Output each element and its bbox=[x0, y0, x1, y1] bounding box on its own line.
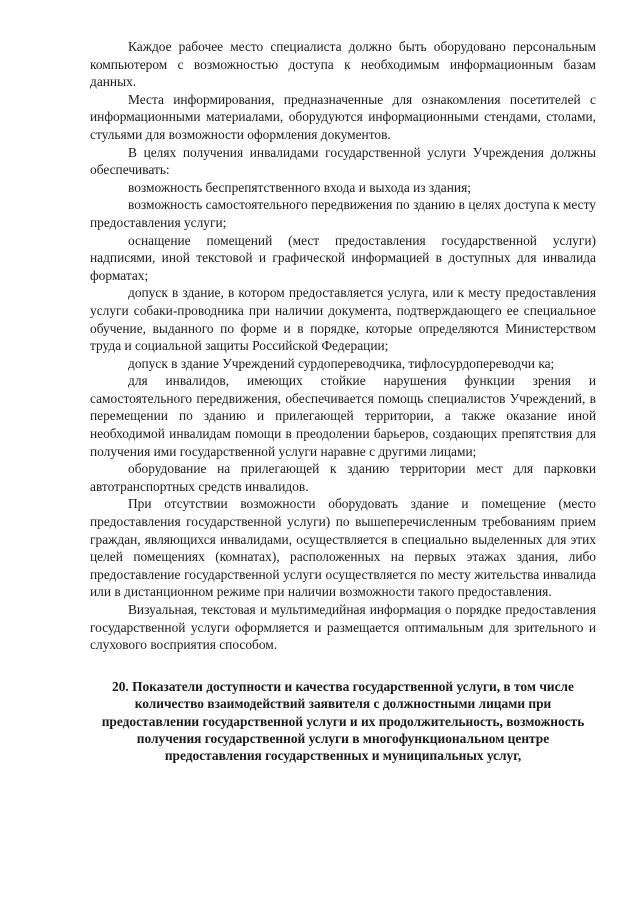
paragraph-workstation: Каждое рабочее место специалиста должно быть оборудовано персональным компьютером с возможностью доступа к необходимым информационным базам данных. bbox=[90, 39, 596, 90]
list-item-guide-dog: допуск в здание, в котором предоставляется услуга, или к месту предоставления услуги собаки-проводника при наличии документа, подтверждающего ее специальное обучение, выданного по форме и в порядке, которые определяются Министерством труда и социальной защиты Российской Федерации; bbox=[90, 285, 596, 354]
list-item-assistance: для инвалидов, имеющих стойкие нарушения функции зрения и самостоятельного передвижения, обеспечивается помощь специалистов Учреждений, в перемещении по зданию и прилегающей территории, а также оказание иной необходимой инвалидам помощи в преодолении барьеров, создающих препятствия для получения ими государственной услуги наравне с другими лицами; bbox=[90, 373, 596, 459]
list-item-sign-interpreter: допуск в здание Учреждений сурдопереводчика, тифлосурдопереводчи ка; bbox=[128, 355, 555, 371]
paragraph-visual-info: Визуальная, текстовая и мультимедийная информация о порядке предоставления государственной услуги оформляется и размещается оптимальным для зрительного и слухового восприятия способом. bbox=[90, 602, 596, 653]
document-page bbox=[90, 38, 596, 765]
paragraph-no-possibility: При отсутствии возможности оборудовать здание и помещение (место предоставления государственной услуги) по вышеперечисленным требованиям прием граждан, являющихся инвалидами, осуществляется в специально выделенных для этих целей помещениях (комнатах), расположенных на первых этажах здания, либо предоставление государственной услуги осуществляется по месту жительства инвалида или в дистанционном режиме при наличии возможности такого предоставления. bbox=[90, 496, 596, 600]
paragraph-disabled-intro: В целях получения инвалидами государственной услуги Учреждения должны обеспечивать: bbox=[90, 144, 596, 178]
list-item-entry-exit: возможность беспрепятственного входа и выхода из здания; bbox=[128, 179, 471, 195]
list-item-signage: оснащение помещений (мест предоставления государственной услуги) надписями, иной текстовой и графической информацией в доступных для инвалида форматах; bbox=[90, 232, 596, 283]
paragraph-info-places: Места информирования, предназначенные для ознакомления посетителей с информационными материалами, оборудуются информационными стендами, столами, стульями для возможности оформления документов. bbox=[90, 91, 596, 142]
list-item-parking: оборудование на прилегающей к зданию территории мест для парковки автотранспортных средств инвалидов. bbox=[90, 461, 596, 494]
section-heading-20: 20. Показатели доступности и качества государственной услуги, в том числе количество взаимодействий заявителя с должностными лицами при предоставлении государственной услуги и их продолжительность, возможность получения государственной услуги в многофункциональном центре предоставления государственных и муниципальных услуг, bbox=[101, 678, 585, 764]
list-item-movement: возможность самостоятельного передвижения по зданию в целях доступа к месту предоставления услуги; bbox=[90, 197, 596, 230]
